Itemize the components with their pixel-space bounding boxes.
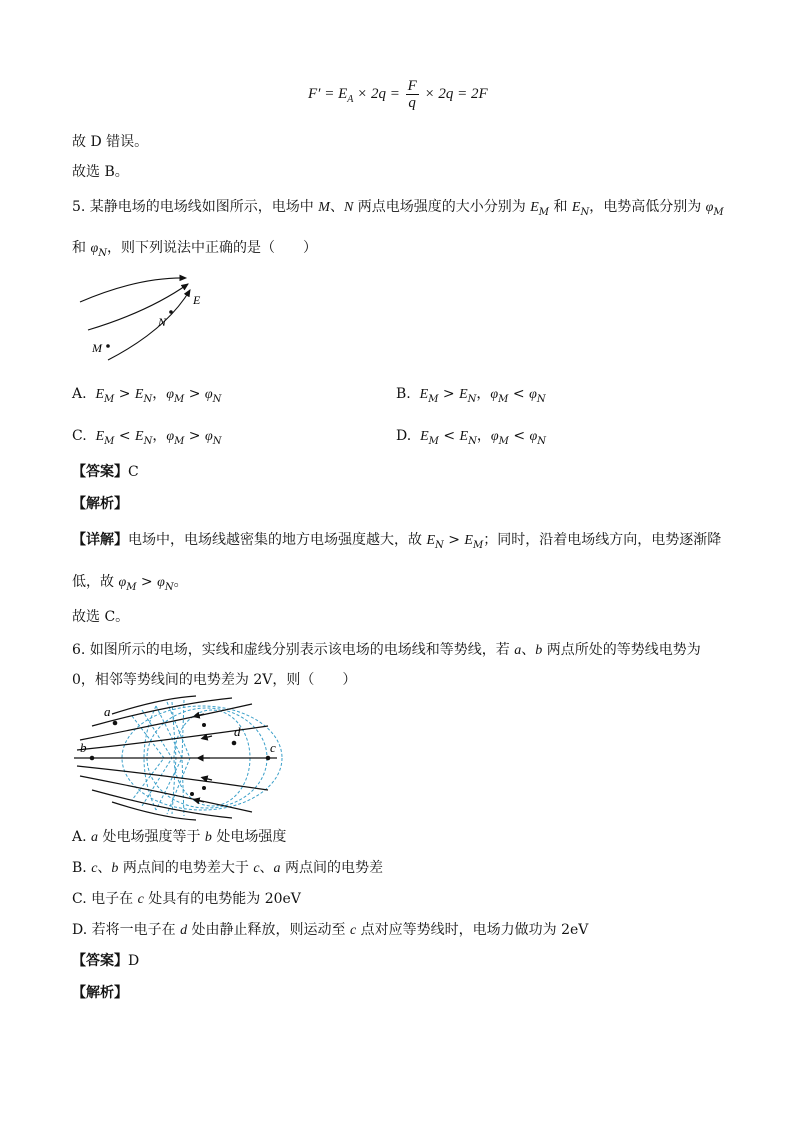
- opt-sub4: N: [537, 436, 546, 447]
- opt-e2: E: [459, 429, 469, 444]
- opt-phi: φ: [166, 387, 174, 402]
- q6-option-d[interactable]: [72, 920, 588, 941]
- detail-c: 低，故: [72, 574, 119, 590]
- opt-sub4: N: [536, 394, 546, 405]
- q5-option-c[interactable]: C. $E_M < E_N$，$\varphi_M > \varphi_N$: [72, 428, 222, 447]
- formula-lhs-sub: A: [347, 94, 354, 105]
- detail-d: 。: [173, 574, 188, 590]
- q5-label-e: E: [193, 293, 201, 307]
- q6-answer: D: [128, 953, 140, 969]
- q6-opta-b: b: [204, 830, 212, 845]
- opt-e2: E: [134, 387, 144, 402]
- q5-stem2-b: ，则下列说法中正确的是（ ）: [106, 240, 317, 256]
- formula-mid2: × 2q = 2F: [420, 86, 488, 102]
- q6-optc-post: 处具有的电势能为 20eV: [143, 891, 301, 907]
- q5-point-m-dot: [106, 344, 110, 348]
- q6-stem-line1: 6. 如图所示的电场，实线和虚线分别表示该电场的电场线和等势线，若 a、b 两点所处的等势线电势为: [72, 642, 701, 658]
- opt-sub3: M: [174, 436, 185, 447]
- option-letter: D.: [396, 428, 412, 444]
- q6-point-d-dot: [232, 741, 237, 746]
- opt-sub: M: [104, 436, 115, 447]
- opt-rel1: >: [118, 386, 131, 402]
- det-phim-sub: M: [126, 582, 137, 593]
- opt-rel1: <: [118, 428, 131, 444]
- q5-conclusion: 故选 C。: [72, 609, 130, 625]
- opt-e: E: [95, 387, 105, 402]
- opt-sub2: N: [143, 394, 153, 405]
- q5-point-n-dot: [169, 310, 173, 314]
- det-phin: φ: [157, 575, 165, 590]
- q5-phim-sub: M: [713, 207, 724, 218]
- q6-option-a[interactable]: [72, 827, 286, 848]
- q6-stem-a: 6. 如图所示的电场，实线和虚线分别表示该电场的电场线和等势线，若: [72, 642, 515, 658]
- q6-dot: [190, 792, 194, 796]
- q6-optc-c: c: [137, 892, 144, 907]
- q5-stem-line2: [72, 238, 317, 264]
- fraction-denominator: q: [408, 95, 416, 112]
- q5-answer: C: [128, 464, 139, 480]
- formula-lhs: F′ = E: [308, 86, 348, 102]
- det-em: E: [464, 533, 473, 548]
- q5-option-d[interactable]: D. $E_M < E_N$，$\varphi_M < \varphi_N$: [396, 428, 546, 447]
- opt-sub: M: [104, 394, 115, 405]
- q6-optd-post: 点对应等势线时，电场力做功为 2eV: [356, 922, 589, 938]
- opt-sub: M: [428, 436, 439, 447]
- opt-e: E: [419, 387, 429, 402]
- opt-phi2: φ: [204, 387, 213, 402]
- q6-opta-mid: 处电场强度等于: [98, 829, 205, 845]
- q5-phin-sub: N: [98, 248, 107, 259]
- q6-optd-c: c: [349, 923, 357, 938]
- q5-sep: 、: [329, 199, 344, 215]
- opt-e2: E: [135, 429, 144, 444]
- q5-point-m: M: [318, 200, 330, 215]
- opt-rel2: <: [512, 386, 525, 402]
- opt-sub2: N: [467, 394, 477, 405]
- opt-phi2: φ: [529, 387, 537, 402]
- q6-point-c-dot: [266, 756, 271, 761]
- q5-point-n: N: [343, 200, 354, 215]
- q5-label-m: M: [92, 341, 102, 355]
- fraction-numerator: F: [407, 78, 417, 95]
- q6-optd-mid: 处由静止释放，则运动至: [187, 922, 350, 938]
- q6-label-a: a: [104, 704, 111, 719]
- q6-a: a: [514, 643, 522, 658]
- det-en-sub: N: [435, 540, 444, 551]
- q6-dot: [202, 723, 206, 727]
- det-phin-sub: N: [164, 582, 174, 593]
- opt-phi: φ: [490, 387, 499, 402]
- opt-sub2: N: [468, 436, 477, 447]
- opt-sub3: M: [173, 394, 185, 405]
- option-letter: C.: [72, 428, 87, 444]
- option-letter: B.: [396, 386, 411, 402]
- q6-optd-d: d: [180, 923, 188, 938]
- q6-option-c[interactable]: [72, 889, 301, 910]
- q6-optb-a: a: [273, 861, 281, 876]
- q6-dot: [202, 786, 206, 790]
- q5-phin: φ: [90, 241, 99, 256]
- q5-stem2-a: 和: [72, 240, 91, 256]
- formula-mid1: × 2q =: [353, 86, 404, 102]
- q5-stem-text-c: ，电势高低分别为: [589, 199, 706, 215]
- detail-b: ；同时，沿着电场线方向，电势逐渐降: [483, 532, 722, 548]
- q5-en-sub: N: [580, 207, 590, 218]
- opt-sub: M: [428, 394, 439, 405]
- q6-optb-c2: c: [253, 861, 260, 876]
- q5-en: E: [571, 200, 581, 215]
- opt-rel2: >: [188, 428, 201, 444]
- q5-option-b[interactable]: B. $E_M > E_N$，$\varphi_M < \varphi_N$: [396, 386, 546, 405]
- detail-tag: 【详解】: [72, 532, 128, 548]
- q5-em-sub: M: [538, 207, 549, 218]
- choose-b-line: 故选 B。: [72, 164, 129, 180]
- q5-detail-line1: 【详解】电场中，电场线越密集的地方电场强度越大，故 $E_N > E_M$；同时，沿着电场线方向，电势逐渐降: [72, 532, 722, 551]
- opt-sub2: N: [143, 436, 153, 447]
- q5-em: E: [530, 200, 539, 215]
- q5-detail-line2: 低，故 $\varphi_M > \varphi_N$。: [72, 574, 188, 593]
- q6-point-b-dot: [90, 756, 95, 761]
- q5-option-a[interactable]: A. $E_M > E_N$，$\varphi_M > \varphi_N$: [72, 386, 222, 405]
- answer-tag: 【答案】: [72, 464, 128, 480]
- q5-and: 和: [549, 199, 572, 215]
- opt-sub4: N: [212, 436, 222, 447]
- formula-fraction: [406, 78, 419, 111]
- opt-rel2: <: [513, 428, 526, 444]
- q5-answer-line: [72, 462, 139, 482]
- q6-field-figure: [72, 696, 288, 820]
- option-letter: A.: [72, 386, 87, 402]
- q5-stem-line1: [72, 197, 724, 223]
- opt-phi2: φ: [529, 429, 538, 444]
- opt-e2: E: [459, 387, 468, 402]
- detail-a: 电场中，电场线越密集的地方电场强度越大，故: [128, 532, 427, 548]
- det-em-sub: M: [472, 540, 484, 551]
- q6-optd-pre: D. 若将一电子在: [72, 922, 181, 938]
- opt-e: E: [95, 429, 105, 444]
- q5-stem-text-a: 5. 某静电场的电场线如图所示，电场中: [72, 199, 319, 215]
- opt-rel2: >: [188, 386, 201, 402]
- answer-tag: 【答案】: [72, 953, 128, 969]
- q6-stem-line2: 0，相邻等势线间的电势差为 2V，则（ ）: [72, 672, 357, 688]
- opt-sub4: N: [212, 394, 222, 405]
- q6-point-a-dot: [113, 721, 118, 726]
- opt-rel1: <: [443, 428, 456, 444]
- opt-sub3: M: [498, 394, 509, 405]
- q5-stem-text-b: 两点电场强度的大小分别为: [353, 199, 531, 215]
- q6-label-b: b: [80, 740, 87, 755]
- q5-field-figure: [78, 272, 218, 364]
- q6-optb-c: c: [91, 861, 98, 876]
- opt-phi2: φ: [204, 429, 213, 444]
- q6-optb-b: b: [111, 861, 119, 876]
- det-phim: φ: [118, 575, 127, 590]
- q6-label-d: d: [234, 724, 241, 739]
- q5-analysis-tag: 【解析】: [72, 496, 128, 512]
- q6-opta-post: 处电场强度: [211, 829, 287, 845]
- opt-e: E: [420, 429, 429, 444]
- q5-label-n: N: [158, 315, 167, 329]
- opt-phi: φ: [490, 429, 499, 444]
- opt-sub3: M: [498, 436, 509, 447]
- q6-opta-a: a: [91, 830, 99, 845]
- opt-phi: φ: [166, 429, 175, 444]
- q6-optb-post: 两点间的电势差: [280, 860, 383, 876]
- formula-line: [308, 74, 488, 120]
- d-wrong-line: 故 D 错误。: [72, 134, 149, 150]
- q6-optc-pre: C. 电子在: [72, 891, 138, 907]
- q6-label-c: c: [270, 740, 276, 755]
- q6-b: b: [535, 643, 543, 658]
- q6-analysis-tag: 【解析】: [72, 985, 128, 1001]
- q6-stem-b: 两点所处的等势线电势为: [542, 642, 701, 658]
- q6-optb-pre: B.: [72, 860, 92, 876]
- det-en: E: [426, 533, 436, 548]
- q6-opta-pre: A.: [72, 829, 92, 845]
- opt-rel1: >: [442, 386, 455, 402]
- q5-phim: φ: [705, 200, 714, 215]
- q6-optb-mid: 两点间的电势差大于: [118, 860, 254, 876]
- q6-answer-line: [72, 951, 139, 971]
- q6-option-b[interactable]: B. c、b 两点间的电势差大于 c、a 两点间的电势差: [72, 860, 383, 876]
